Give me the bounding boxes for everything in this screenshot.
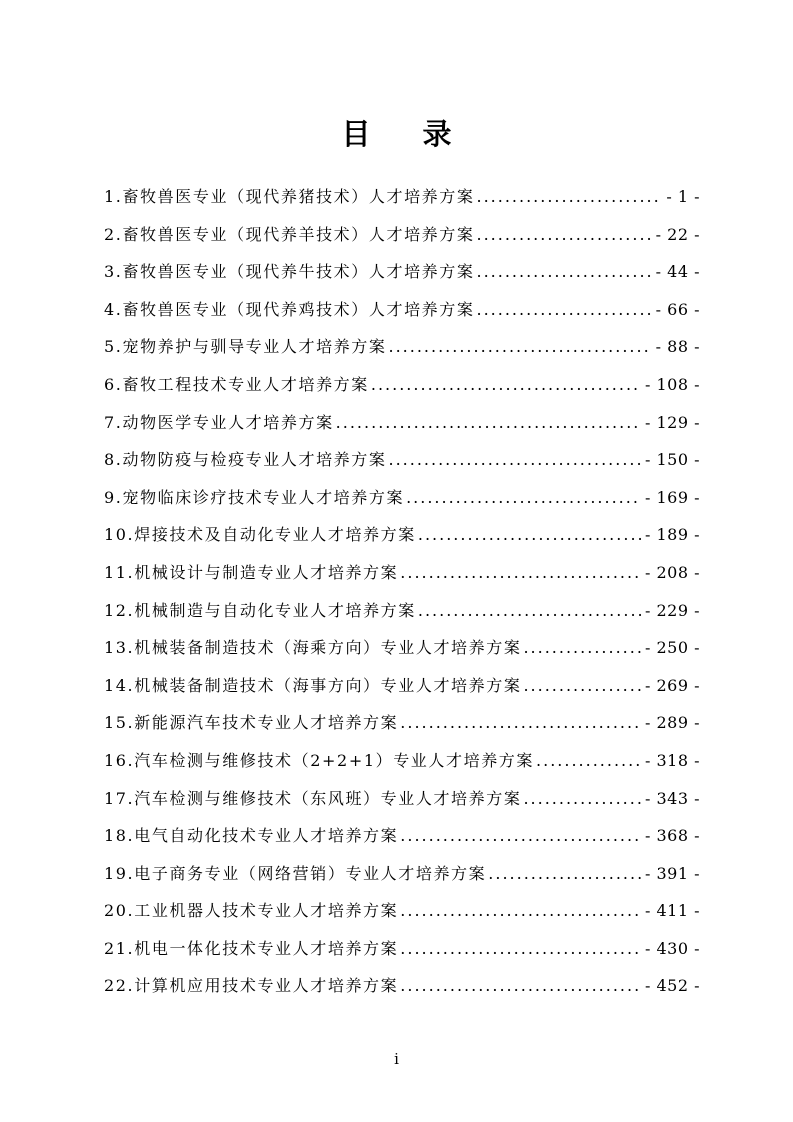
toc-entry[interactable] [104,667,700,705]
toc-entry-page-number: - 368 - [644,826,700,846]
title-char-1: 目 [341,117,371,151]
toc-dot-leader [406,479,641,517]
toc-dot-leader [536,742,641,780]
toc-entry-page-number: - 44 - [655,262,700,282]
toc-entry-number: 1. [104,187,123,206]
toc-dot-leader [400,817,641,855]
toc-dot-leader [388,328,651,366]
toc-entry-title: 畜牧工程技术专业人才培养方案 [122,374,369,394]
toc-dot-leader [488,855,641,893]
toc-entry[interactable] [104,328,700,366]
toc-entry[interactable] [104,366,700,404]
toc-entry[interactable] [104,780,700,818]
toc-entry-number: 11. [104,562,135,582]
toc-entry-number: 12. [104,600,135,620]
toc-entry-title: 工业机器人技术专业人才培养方案 [134,901,399,921]
toc-entry[interactable] [104,291,700,329]
toc-entry-page-number: - 250 - [644,638,700,658]
toc-entry[interactable] [104,930,700,968]
toc-dot-leader [400,554,641,592]
toc-entry-title: 畜牧兽医专业（现代养猪技术）人才培养方案 [122,187,475,206]
toc-entry[interactable] [104,855,700,893]
toc-entry-title: 宠物临床诊疗技术专业人才培养方案 [122,487,405,507]
toc-entry-number: 3. [104,262,123,282]
toc-dot-leader [523,629,641,667]
toc-entry-page-number: - 391 - [644,863,700,883]
page-number-footer: i [394,1050,399,1068]
toc-entry-title: 汽车检测与维修技术（2+2+1）专业人才培养方案 [134,750,535,770]
toc-entry-page-number: - 208 - [644,562,700,582]
toc-dot-leader [418,516,641,554]
toc-entry[interactable] [104,742,700,780]
toc-entry-page-number: - 66 - [655,299,700,319]
toc-dot-leader [523,667,641,705]
toc-entry-page-number: - 22 - [655,224,700,244]
toc-entry-page-number: - 452 - [644,976,700,996]
toc-entry-page-number: - 189 - [644,525,700,545]
toc-entry-page-number: - 150 - [644,450,700,470]
toc-entry-number: 9. [104,487,123,507]
toc-dot-leader [400,892,641,930]
toc-entry-title: 畜牧兽医专业（现代养鸡技术）人才培养方案 [122,299,475,319]
toc-entry-number: 14. [104,675,135,695]
toc-entry[interactable] [104,178,700,216]
toc-entry[interactable] [104,817,700,855]
toc-entry-title: 电子商务专业（网络营销）专业人才培养方案 [134,863,487,883]
toc-entry-number: 17. [104,788,135,808]
toc-entry-page-number: - 1 - [666,187,700,206]
toc-dot-leader [336,404,641,442]
toc-entry[interactable] [104,253,700,291]
toc-dot-leader [388,441,640,479]
toc-entry-page-number: - 229 - [644,600,700,620]
toc-entry-page-number: - 108 - [644,374,700,394]
toc-entry-number: 2. [104,224,123,244]
toc-entry-number: 8. [104,450,123,470]
toc-dot-leader [476,253,651,291]
toc-entry[interactable] [104,892,700,930]
toc-entry-page-number: - 88 - [655,337,700,357]
toc-entry-page-number: - 289 - [644,713,700,733]
toc-dot-leader [476,291,651,329]
toc-entry-title: 焊接技术及自动化专业人才培养方案 [134,525,416,545]
toc-entry-title: 汽车检测与维修技术（东风班）专业人才培养方案 [134,788,522,808]
toc-dot-leader [476,216,651,254]
toc-entry-title: 计算机应用技术专业人才培养方案 [134,976,399,996]
toc-entry-title: 动物医学专业人才培养方案 [122,412,334,432]
toc-dot-leader [523,780,641,818]
toc-entry-page-number: - 411 - [644,901,700,921]
toc-dot-leader [476,178,662,216]
toc-entry[interactable] [104,479,700,517]
toc-entry[interactable] [104,629,700,667]
toc-entry-page-number: - 343 - [644,788,700,808]
toc-entry[interactable] [104,592,700,630]
toc-entry-page-number: - 269 - [644,675,700,695]
toc-entry-title: 新能源汽车技术专业人才培养方案 [134,713,399,733]
toc-entry-number: 5. [104,337,123,357]
toc-entry-title: 电气自动化技术专业人才培养方案 [134,826,399,846]
toc-entry-number: 7. [104,412,123,432]
toc-entry-number: 6. [104,374,123,394]
toc-entry-number: 22. [104,976,135,996]
toc-entry-number: 20. [104,901,135,921]
toc-dot-leader [400,704,641,742]
toc-entry-title: 机械装备制造技术（海乘方向）专业人才培养方案 [134,638,522,658]
toc-entry[interactable] [104,554,700,592]
toc-entry-page-number: - 430 - [644,938,700,958]
toc-entry-number: 13. [104,638,135,658]
toc-entry-page-number: - 129 - [644,412,700,432]
toc-dot-leader [418,592,641,630]
toc-entry-number: 4. [104,299,123,319]
toc-entry[interactable] [104,404,700,442]
toc-entry-number: 18. [104,826,135,846]
toc-entry-title: 畜牧兽医专业（现代养羊技术）人才培养方案 [122,224,475,244]
toc-entry[interactable] [104,704,700,742]
toc-entry-title: 机械制造与自动化专业人才培养方案 [134,600,416,620]
toc-entry-page-number: - 169 - [644,487,700,507]
toc-entry-title: 机械装备制造技术（海事方向）专业人才培养方案 [134,675,522,695]
table-of-contents [104,178,700,1005]
toc-entry-number: 19. [104,863,135,883]
title-char-2: 录 [422,117,452,151]
toc-entry-title: 宠物养护与驯导专业人才培养方案 [122,337,387,357]
toc-entry-page-number: - 318 - [644,750,700,770]
toc-entry-number: 10. [104,525,135,545]
toc-entry[interactable] [104,441,700,479]
toc-entry-number: 21. [104,938,135,958]
toc-entry-title: 动物防疫与检疫专业人才培养方案 [122,450,387,470]
toc-entry[interactable] [104,967,700,1005]
toc-entry-title: 畜牧兽医专业（现代养牛技术）人才培养方案 [122,262,475,282]
toc-entry-title: 机电一体化技术专业人才培养方案 [134,938,399,958]
toc-entry[interactable] [104,216,700,254]
toc-entry[interactable] [104,516,700,554]
toc-entry-number: 15. [104,713,135,733]
page-title [0,112,793,153]
toc-dot-leader [400,967,641,1005]
toc-entry-number: 16. [104,750,135,770]
toc-dot-leader [371,366,641,404]
toc-dot-leader [400,930,641,968]
toc-entry-title: 机械设计与制造专业人才培养方案 [134,562,399,582]
